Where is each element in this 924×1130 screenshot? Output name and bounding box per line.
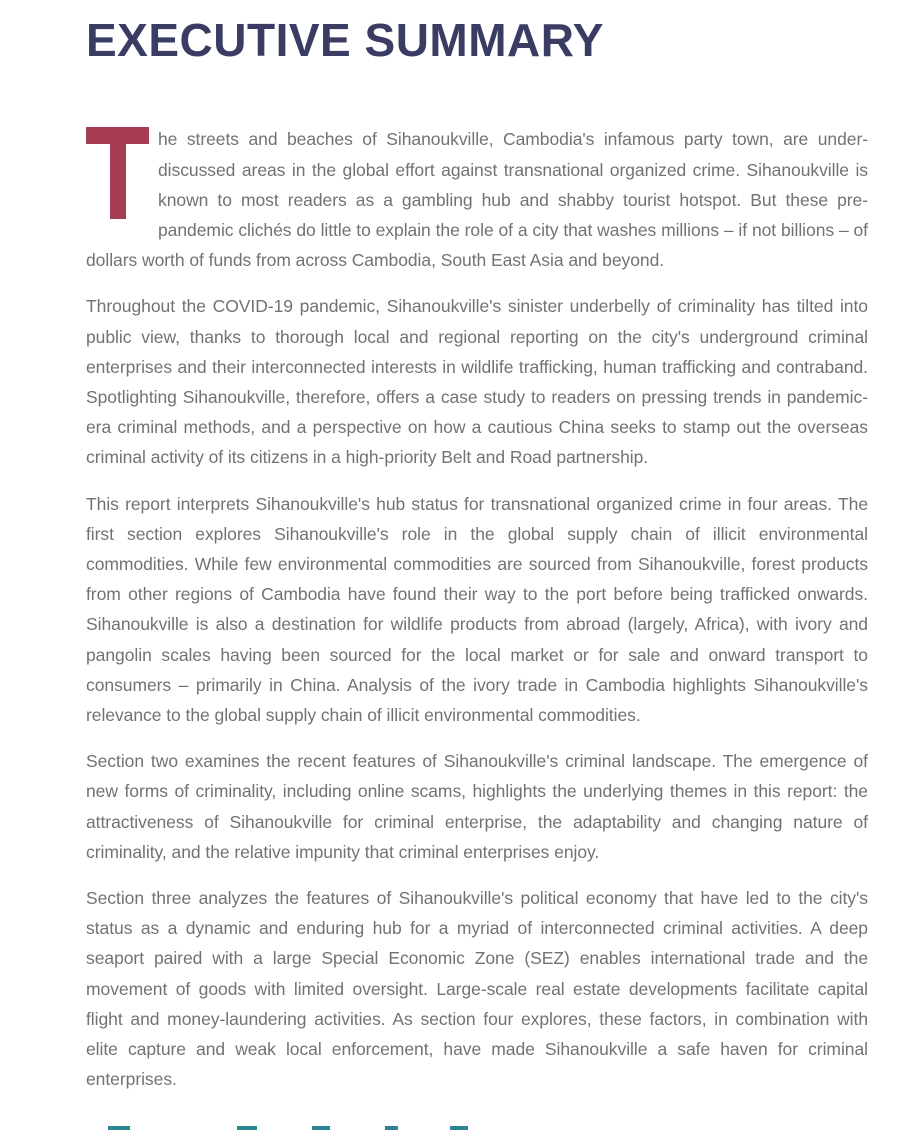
paragraph-2: Throughout the COVID-19 pandemic, Sihanoukville's sinister underbelly of criminality has tilted into public view, thanks to thorough local and regional reporting on the city's underground criminal enterprises and their interconnected interests in wildlife trafficking, human trafficking and contraband. Spotlighting Sihanoukville, therefore, offers a case study to readers on pressing trends in pandemic-era criminal methods, and a perspective on how a cautious China seeks to stamp out the overseas criminal activity of its citizens in a high-priority Belt and Road partnership. bbox=[86, 296, 868, 468]
paragraph-5: Section three analyzes the features of Sihanoukville's political economy that have led to the city's status as a dynamic and enduring hub for a myriad of interconnected criminal activities. A deep seaport paired with a large Special Economic Zone (SEZ) enables international trade and the movement of goods with limited oversight. Large-scale real estate developments facilitate capital flight and money-laundering activities. As section four explores, these factors, in combination with elite capture and weak local enforcement, have made Sihanoukville a safe haven for criminal enterprises. bbox=[86, 887, 868, 1090]
cut-off-mark bbox=[108, 1126, 130, 1130]
drop-cap-letter-t bbox=[86, 127, 149, 219]
paragraph-3: This report interprets Sihanoukville's hub status for transnational organized crime in four areas. The first section explores Sihanoukville's role in the global supply chain of illicit environmental commodities. While few environmental commodities are sourced from Sihanoukville, forest products from other regions of Cambodia have found their way to the port before being trafficked onwards. Sihanoukville is also a destination for wildlife products from abroad (largely, Africa), with ivory and pangolin scales having been sourced for the local market or for sale and onward transport to consumers – primarily in China. Analysis of the ivory trade in Cambodia highlights Sihanoukville's relevance to the global supply chain of illicit environmental commodities. bbox=[86, 493, 868, 725]
drop-cap-bar bbox=[86, 127, 149, 144]
cut-off-mark bbox=[312, 1126, 330, 1130]
paragraph-1 bbox=[86, 124, 868, 275]
cut-off-mark bbox=[450, 1126, 468, 1130]
page-title: EXECUTIVE SUMMARY bbox=[86, 14, 604, 66]
paragraph-4: Section two examines the recent features of Sihanoukville's criminal landscape. The emergence of new forms of criminality, including online scams, highlights the underlying themes in this report: the attractiveness of Sihanoukville for criminal enterprise, the adaptability and changing nature of criminality, and the relative impunity that criminal enterprises enjoy. bbox=[86, 751, 868, 862]
paragraph-1-text: he streets and beaches of Sihanoukville, Cambodia's infamous party town, are under-discussed areas in the global effort against transnational organized crime. Sihanoukville is known to most readers as a gambling hub and shabby tourist hotspot. But these pre-pandemic clichés do little to explain the role of a city that washes millions – if not billions – of dollars worth of funds from across Cambodia, South East Asia and beyond. bbox=[86, 129, 868, 271]
drop-cap-stem bbox=[110, 144, 126, 219]
cut-off-mark bbox=[237, 1126, 257, 1130]
executive-summary-body bbox=[86, 124, 868, 1094]
drop-cap-text bbox=[86, 219, 87, 220]
cut-off-mark bbox=[385, 1126, 398, 1130]
